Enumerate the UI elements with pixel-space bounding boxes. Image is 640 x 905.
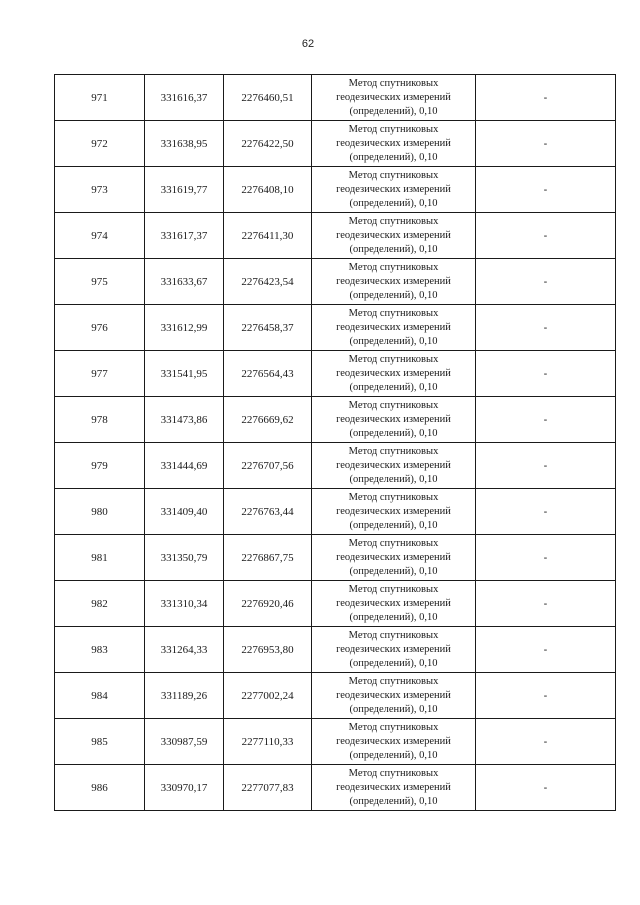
x-coordinate-cell: 331541,95 — [145, 351, 224, 397]
method-text-line: (определений), 0,10 — [349, 105, 438, 117]
y-coordinate-cell: 2276669,62 — [224, 397, 312, 443]
x-coordinate-cell: 331619,77 — [145, 167, 224, 213]
table-row — [55, 535, 616, 581]
accuracy-cell: - — [476, 167, 616, 213]
accuracy-cell: - — [476, 627, 616, 673]
point-number-cell: 973 — [55, 167, 145, 213]
method-text-line: (определений), 0,10 — [349, 657, 438, 669]
method-cell — [312, 581, 476, 627]
method-text-line: (определений), 0,10 — [349, 427, 438, 439]
table-row — [55, 489, 616, 535]
table-row — [55, 397, 616, 443]
x-coordinate-cell: 331616,37 — [145, 75, 224, 121]
accuracy-cell: - — [476, 305, 616, 351]
x-coordinate-cell: 331473,86 — [145, 397, 224, 443]
method-text-line: (определений), 0,10 — [349, 197, 438, 209]
coordinates-table — [54, 74, 616, 811]
method-text-line: геодезических измерений — [336, 643, 451, 655]
accuracy-cell: - — [476, 719, 616, 765]
method-text-line: (определений), 0,10 — [349, 151, 438, 163]
accuracy-cell: - — [476, 765, 616, 811]
method-text-line: Метод спутниковых — [348, 767, 439, 779]
method-text-line: Метод спутниковых — [348, 629, 439, 641]
table-row — [55, 167, 616, 213]
accuracy-cell: - — [476, 351, 616, 397]
accuracy-cell: - — [476, 489, 616, 535]
method-text-line: геодезических измерений — [336, 229, 451, 241]
table-row — [55, 75, 616, 121]
method-text-line: геодезических измерений — [336, 137, 451, 149]
point-number-cell: 975 — [55, 259, 145, 305]
method-text-line: Метод спутниковых — [348, 583, 439, 595]
y-coordinate-cell: 2276422,50 — [224, 121, 312, 167]
method-text-line: геодезических измерений — [336, 321, 451, 333]
point-number-cell: 974 — [55, 213, 145, 259]
method-cell — [312, 213, 476, 259]
method-text-line: Метод спутниковых — [348, 399, 439, 411]
method-text-line: геодезических измерений — [336, 275, 451, 287]
x-coordinate-cell: 331264,33 — [145, 627, 224, 673]
method-cell — [312, 305, 476, 351]
method-text-line: (определений), 0,10 — [349, 519, 438, 531]
x-coordinate-cell: 331310,34 — [145, 581, 224, 627]
accuracy-cell: - — [476, 443, 616, 489]
accuracy-cell: - — [476, 535, 616, 581]
accuracy-cell: - — [476, 259, 616, 305]
method-cell — [312, 443, 476, 489]
method-cell — [312, 167, 476, 213]
method-text-line: (определений), 0,10 — [349, 335, 438, 347]
table-row — [55, 121, 616, 167]
method-cell — [312, 765, 476, 811]
y-coordinate-cell: 2277110,33 — [224, 719, 312, 765]
y-coordinate-cell: 2276411,30 — [224, 213, 312, 259]
method-cell — [312, 121, 476, 167]
method-text-line: Метод спутниковых — [348, 169, 439, 181]
point-number-cell: 979 — [55, 443, 145, 489]
point-number-cell: 982 — [55, 581, 145, 627]
x-coordinate-cell: 331350,79 — [145, 535, 224, 581]
method-text-line: (определений), 0,10 — [349, 703, 438, 715]
method-text-line: (определений), 0,10 — [349, 243, 438, 255]
method-text-line: геодезических измерений — [336, 735, 451, 747]
point-number-cell: 980 — [55, 489, 145, 535]
table-row — [55, 765, 616, 811]
page-number: 62 — [301, 38, 315, 50]
accuracy-cell: - — [476, 75, 616, 121]
method-text-line: геодезических измерений — [336, 91, 451, 103]
method-text-line: геодезических измерений — [336, 459, 451, 471]
point-number-cell: 977 — [55, 351, 145, 397]
table-row — [55, 213, 616, 259]
table-row — [55, 351, 616, 397]
method-cell — [312, 397, 476, 443]
accuracy-cell: - — [476, 581, 616, 627]
x-coordinate-cell: 331638,95 — [145, 121, 224, 167]
method-text-line: геодезических измерений — [336, 367, 451, 379]
y-coordinate-cell: 2276460,51 — [224, 75, 312, 121]
accuracy-cell: - — [476, 121, 616, 167]
table-row — [55, 719, 616, 765]
point-number-cell: 984 — [55, 673, 145, 719]
method-text-line: геодезических измерений — [336, 597, 451, 609]
accuracy-cell: - — [476, 397, 616, 443]
method-text-line: Метод спутниковых — [348, 721, 439, 733]
method-text-line: (определений), 0,10 — [349, 565, 438, 577]
method-text-line: геодезических измерений — [336, 413, 451, 425]
method-text-line: Метод спутниковых — [348, 675, 439, 687]
table-row — [55, 581, 616, 627]
method-text-line: (определений), 0,10 — [349, 749, 438, 761]
method-text-line: геодезических измерений — [336, 551, 451, 563]
method-text-line: Метод спутниковых — [348, 491, 439, 503]
y-coordinate-cell: 2277002,24 — [224, 673, 312, 719]
x-coordinate-cell: 330970,17 — [145, 765, 224, 811]
method-cell — [312, 75, 476, 121]
table-row — [55, 305, 616, 351]
point-number-cell: 983 — [55, 627, 145, 673]
x-coordinate-cell: 330987,59 — [145, 719, 224, 765]
y-coordinate-cell: 2276953,80 — [224, 627, 312, 673]
method-text-line: (определений), 0,10 — [349, 473, 438, 485]
point-number-cell: 981 — [55, 535, 145, 581]
x-coordinate-cell: 331444,69 — [145, 443, 224, 489]
method-text-line: (определений), 0,10 — [349, 289, 438, 301]
table-row — [55, 259, 616, 305]
method-cell — [312, 489, 476, 535]
y-coordinate-cell: 2276564,43 — [224, 351, 312, 397]
method-text-line: Метод спутниковых — [348, 77, 439, 89]
y-coordinate-cell: 2276458,37 — [224, 305, 312, 351]
method-text-line: геодезических измерений — [336, 781, 451, 793]
method-text-line: (определений), 0,10 — [349, 795, 438, 807]
method-text-line: Метод спутниковых — [348, 215, 439, 227]
x-coordinate-cell: 331409,40 — [145, 489, 224, 535]
method-cell — [312, 627, 476, 673]
method-text-line: (определений), 0,10 — [349, 381, 438, 393]
method-text-line: Метод спутниковых — [348, 537, 439, 549]
x-coordinate-cell: 331612,99 — [145, 305, 224, 351]
x-coordinate-cell: 331633,67 — [145, 259, 224, 305]
y-coordinate-cell: 2276920,46 — [224, 581, 312, 627]
point-number-cell: 971 — [55, 75, 145, 121]
point-number-cell: 985 — [55, 719, 145, 765]
accuracy-cell: - — [476, 213, 616, 259]
method-text-line: Метод спутниковых — [348, 261, 439, 273]
method-text-line: (определений), 0,10 — [349, 611, 438, 623]
point-number-cell: 978 — [55, 397, 145, 443]
point-number-cell: 986 — [55, 765, 145, 811]
y-coordinate-cell: 2276763,44 — [224, 489, 312, 535]
table-row — [55, 673, 616, 719]
method-cell — [312, 535, 476, 581]
method-text-line: геодезических измерений — [336, 183, 451, 195]
y-coordinate-cell: 2276408,10 — [224, 167, 312, 213]
y-coordinate-cell: 2277077,83 — [224, 765, 312, 811]
method-text-line: Метод спутниковых — [348, 353, 439, 365]
point-number-cell: 976 — [55, 305, 145, 351]
method-text-line: Метод спутниковых — [348, 307, 439, 319]
method-cell — [312, 673, 476, 719]
x-coordinate-cell: 331617,37 — [145, 213, 224, 259]
method-text-line: геодезических измерений — [336, 689, 451, 701]
method-text-line: Метод спутниковых — [348, 123, 439, 135]
y-coordinate-cell: 2276867,75 — [224, 535, 312, 581]
method-cell — [312, 259, 476, 305]
y-coordinate-cell: 2276423,54 — [224, 259, 312, 305]
method-cell — [312, 719, 476, 765]
coordinates-table-body — [55, 75, 616, 811]
accuracy-cell: - — [476, 673, 616, 719]
method-cell — [312, 351, 476, 397]
y-coordinate-cell: 2276707,56 — [224, 443, 312, 489]
x-coordinate-cell: 331189,26 — [145, 673, 224, 719]
table-row — [55, 627, 616, 673]
method-text-line: геодезических измерений — [336, 505, 451, 517]
point-number-cell: 972 — [55, 121, 145, 167]
table-row — [55, 443, 616, 489]
method-text-line: Метод спутниковых — [348, 445, 439, 457]
